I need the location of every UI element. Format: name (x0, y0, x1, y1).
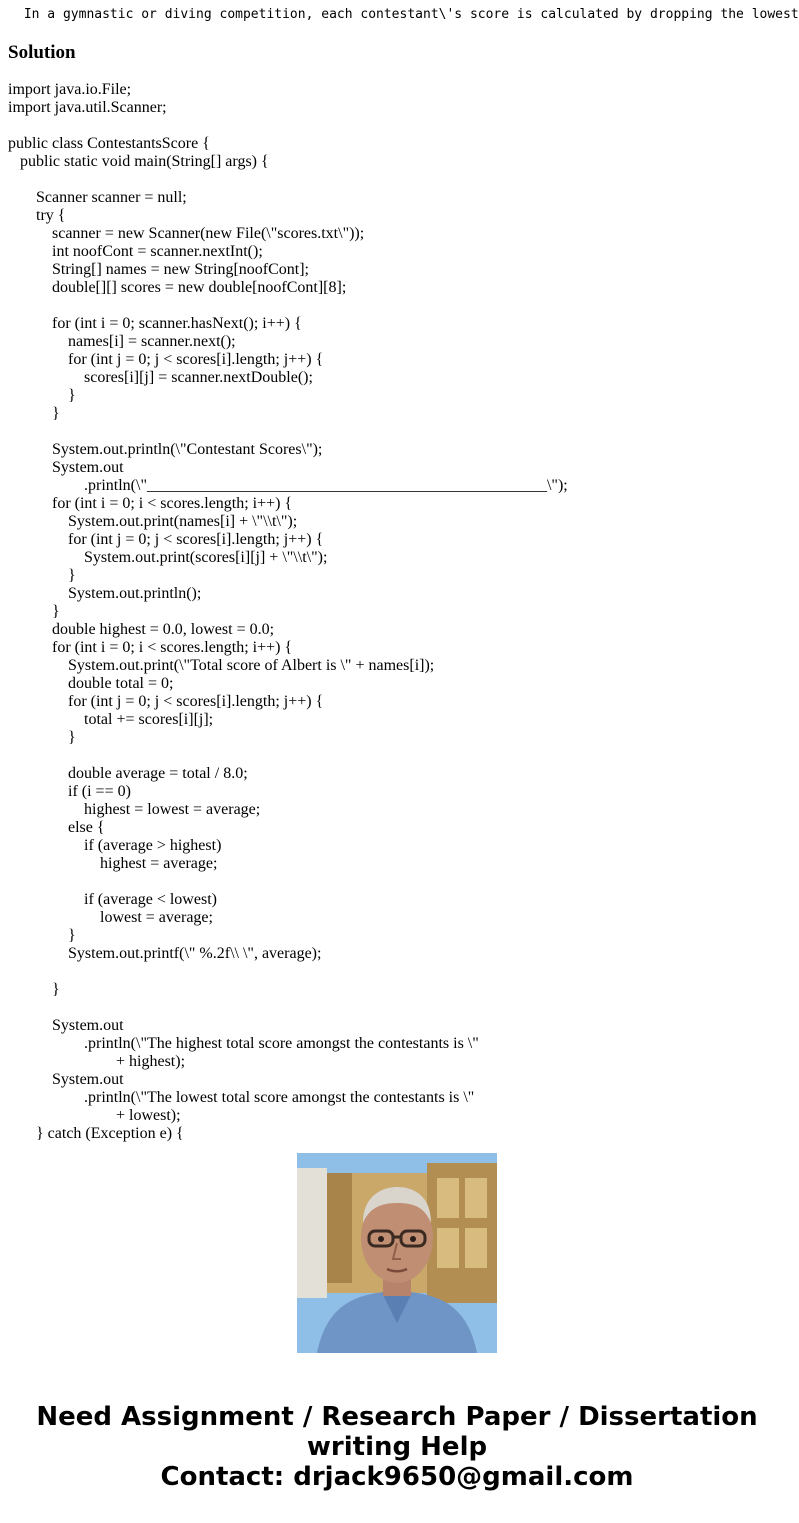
code-line: } (8, 927, 76, 944)
code-line: names[i] = scanner.next(); (8, 333, 236, 350)
code-line: .println(\"__________________________________________________\"); (8, 477, 568, 494)
code-line: scanner = new Scanner(new File(\"scores.txt\")); (8, 225, 365, 242)
code-line: System.out.print(names[i] + \"\\t\"); (8, 513, 298, 530)
code-line: } (8, 387, 76, 404)
code-line: .println(\"The highest total score amongst the contestants is \" (8, 1035, 479, 1052)
banner-line-1: Need Assignment / Research Paper / Dissertation (36, 1402, 758, 1432)
code-line: if (average < lowest) (8, 891, 217, 908)
code-line: else { (8, 819, 105, 836)
code-line: import java.io.File; (8, 81, 132, 98)
code-line: } (8, 405, 60, 422)
code-line: for (int i = 0; i < scores.length; i++) { (8, 495, 293, 512)
code-line (8, 747, 778, 765)
code-line (8, 117, 778, 135)
code-line: + lowest); (8, 1107, 181, 1124)
author-photo (297, 1153, 497, 1353)
code-line: System.out.println(\"Contestant Scores\"); (8, 441, 323, 458)
code-line: double total = 0; (8, 675, 174, 692)
code-line: Scanner scanner = null; (8, 189, 187, 206)
question-text: In a gymnastic or diving competition, each contestant\'s score is calculated by dropping the lowest (16, 7, 799, 22)
code-line: public static void main(String[] args) { (8, 153, 269, 170)
code-line (8, 171, 778, 189)
code-line: if (i == 0) (8, 783, 131, 800)
code-line: } (8, 603, 60, 620)
code-line (8, 963, 778, 981)
code-line: } catch (Exception e) { (8, 1125, 184, 1142)
code-line: import java.util.Scanner; (8, 99, 167, 116)
code-line: System.out.print(scores[i][j] + \"\\t\"); (8, 549, 328, 566)
code-line: public class ContestantsScore { (8, 135, 210, 152)
code-line: String[] names = new String[noofCont]; (8, 261, 309, 278)
code-line: System.out.println(); (8, 585, 202, 602)
code-line: double highest = 0.0, lowest = 0.0; (8, 621, 275, 638)
code-line: System.out (8, 459, 124, 476)
code-line: double[][] scores = new double[noofCont][8]; (8, 279, 347, 296)
code-line: .println(\"The lowest total score amongst the contestants is \" (8, 1089, 475, 1106)
code-line (8, 999, 778, 1017)
code-line: if (average > highest) (8, 837, 222, 854)
code-line (8, 873, 778, 891)
code-line: highest = average; (8, 855, 218, 872)
code-line: System.out (8, 1071, 124, 1088)
code-line: for (int i = 0; scanner.hasNext(); i++) { (8, 315, 302, 332)
contact-email[interactable]: Contact: drjack9650@gmail.com (160, 1462, 634, 1492)
banner-line-2: writing Help (306, 1432, 488, 1462)
code-line: System.out.print(\"Total score of Albert is \" + names[i]); (8, 657, 435, 674)
code-line: for (int j = 0; j < scores[i].length; j++) { (8, 693, 324, 710)
code-line: highest = lowest = average; (8, 801, 261, 818)
code-line: double average = total / 8.0; (8, 765, 248, 782)
code-line (8, 297, 778, 315)
code-line: } (8, 729, 76, 746)
code-line: for (int j = 0; j < scores[i].length; j++) { (8, 351, 324, 368)
code-line: + highest); (8, 1053, 186, 1070)
code-line: total += scores[i][j]; (8, 711, 214, 728)
code-line: try { (8, 207, 66, 224)
code-line: System.out (8, 1017, 124, 1034)
code-line: int noofCont = scanner.nextInt(); (8, 243, 263, 260)
code-line: System.out.printf(\" %.2f\\ \", average); (8, 945, 322, 962)
code-line: lowest = average; (8, 909, 213, 926)
code-line (8, 423, 778, 441)
code-line: for (int j = 0; j < scores[i].length; j++) { (8, 531, 324, 548)
code-line: } (8, 567, 76, 584)
code-line: scores[i][j] = scanner.nextDouble(); (8, 369, 313, 386)
code-line: for (int i = 0; i < scores.length; i++) { (8, 639, 293, 656)
solution-code (8, 81, 778, 1142)
solution-heading: Solution (8, 42, 76, 63)
code-line: } (8, 981, 60, 998)
help-contact-banner (0, 1402, 794, 1492)
